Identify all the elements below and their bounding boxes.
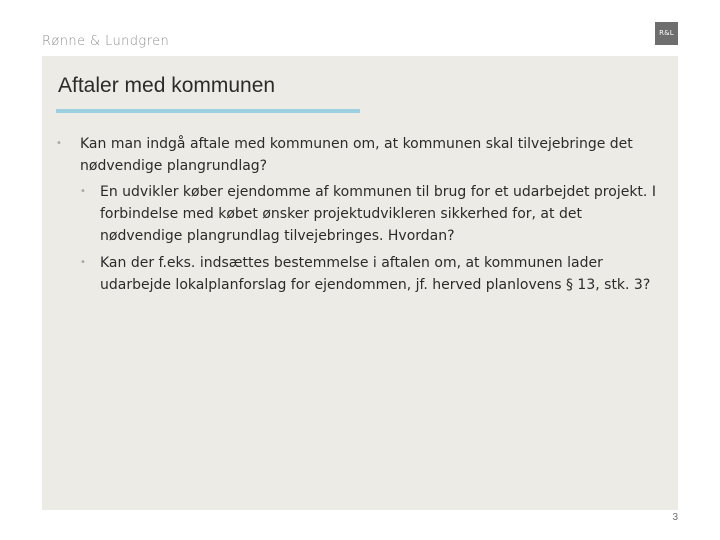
bullet-marker-icon: • (80, 186, 86, 197)
page-number: 3 (672, 512, 678, 523)
bullet-text: Kan man indgå aftale med kommunen om, at kommunen skal tilvejebringe det nødvendige plangrundlag? (80, 136, 633, 174)
corner-badge: R&L (655, 22, 678, 45)
sub-bullet-item (80, 181, 660, 247)
bullet-text: En udvikler køber ejendomme af kommunen til brug for et udarbejdet projekt. I forbindelse med købet ønsker projektudvikleren sikkerhed for, at det nødvendige plangrundlag tilvejebringes. Hvordan? (100, 184, 656, 244)
bullet-marker-icon: • (80, 257, 86, 268)
bullet-text: Kan der f.eks. indsættes bestemmelse i aftalen om, at kommunen lader udarbejde lokalplanforslag for ejendommen, jf. herved planlovens § 13, stk. 3? (100, 255, 651, 293)
content-panel (42, 56, 678, 510)
slide-title: Aftaler med kommunen (58, 74, 276, 97)
brand-logo: Rønne & Lundgren (42, 34, 170, 49)
bullet-marker-icon: • (56, 138, 62, 149)
sub-bullet-item (80, 252, 660, 296)
bullet-item (56, 133, 670, 177)
bullet-list (42, 56, 678, 510)
